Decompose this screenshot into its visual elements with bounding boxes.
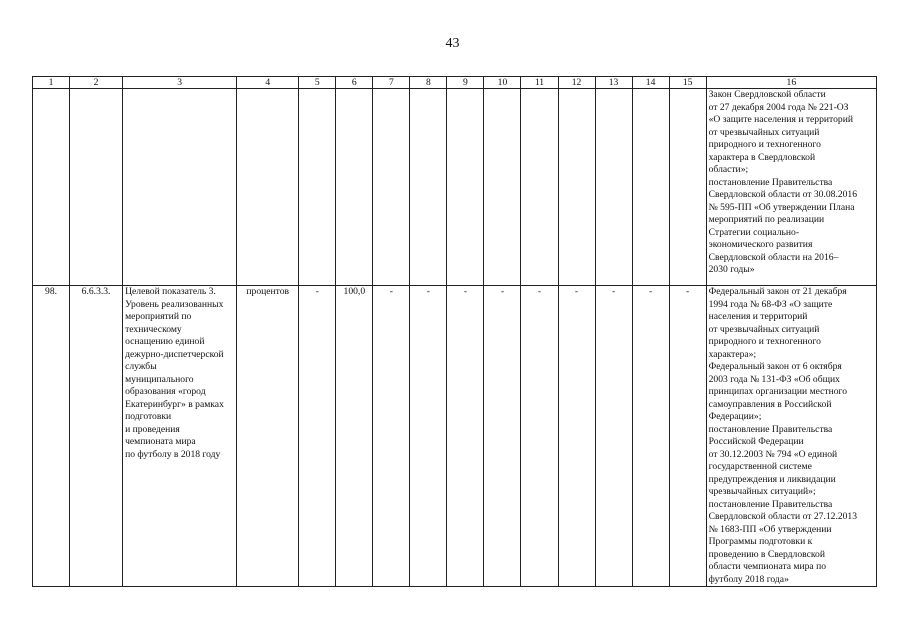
column-header: 8 [410, 77, 447, 89]
column-header: 1 [33, 77, 70, 89]
table-row [33, 89, 877, 286]
column-header: 5 [299, 77, 336, 89]
column-header: 3 [123, 77, 237, 89]
indicator-name-cell: Целевой показатель 3. Уровень реализованных мероприятий по техническому оснащению единой дежурно-диспетчерской службы муниципального образования «город Екатеринбург» в рамках подготовки и проведения чемпионата мира по футболу в 2018 году [123, 286, 237, 587]
value-cell: 100,0 [336, 286, 373, 587]
value-cell: - [447, 286, 484, 587]
table-cell [595, 89, 632, 286]
value-cell: - [595, 286, 632, 587]
column-header: 11 [521, 77, 558, 89]
table-cell [632, 89, 669, 286]
table-cell [70, 89, 123, 286]
table-cell [521, 89, 558, 286]
legal-basis-cell: Федеральный закон от 21 декабря 1994 года № 68-ФЗ «О защите населения и территорий от чрезвычайных ситуаций природного и техногенного характера»; Федеральный закон от 6 октября 2003 года № 131-ФЗ «Об общих принципах организации местного самоуправления в Российской Федерации»; постановление Правительства Российской Федерации от 30.12.2003 № 794 «О единой государственной системе предупреждения и ликвидации чрезвычайных ситуаций»; постановление Правительства Свердловской области от 27.12.2013 № 1683-ПП «Об утверждении Программы подготовки к проведению в Свердловской области чемпионата мира по футболу 2018 года» [706, 286, 876, 587]
table-cell [123, 89, 237, 286]
column-header: 15 [669, 77, 706, 89]
code-cell: 6.6.3.3. [70, 286, 123, 587]
page-number: 43 [445, 36, 460, 51]
column-header: 13 [595, 77, 632, 89]
table-cell [447, 89, 484, 286]
table-cell [373, 89, 410, 286]
table-cell [336, 89, 373, 286]
table-cell [33, 89, 70, 286]
legal-basis-cell: Закон Свердловской области от 27 декабря 2004 года № 221-ОЗ «О защите населения и территорий от чрезвычайных ситуаций природного и техногенного характера в Свердловской области»; постановление Правительства Свердловской области от 30.08.2016 № 595-ПП «Об утверждении Плана мероприятий по реализации Стратегии социально- экономического развития Свердловской области на 2016– 2030 годы» [706, 89, 876, 286]
column-header: 14 [632, 77, 669, 89]
table-row [33, 286, 877, 587]
table-cell [558, 89, 595, 286]
column-header: 10 [484, 77, 521, 89]
table-cell [299, 89, 336, 286]
value-cell: - [410, 286, 447, 587]
value-cell: - [373, 286, 410, 587]
indicators-table [32, 76, 877, 587]
value-cell: - [484, 286, 521, 587]
table-header-row [33, 77, 877, 89]
column-header: 12 [558, 77, 595, 89]
column-header: 6 [336, 77, 373, 89]
column-header: 16 [706, 77, 876, 89]
table-cell [669, 89, 706, 286]
column-header: 2 [70, 77, 123, 89]
unit-cell: процентов [237, 286, 299, 587]
value-cell: - [299, 286, 336, 587]
column-header: 4 [237, 77, 299, 89]
column-header: 9 [447, 77, 484, 89]
table-cell [410, 89, 447, 286]
value-cell: - [632, 286, 669, 587]
column-header: 7 [373, 77, 410, 89]
row-number-cell: 98. [33, 286, 70, 587]
table-cell [484, 89, 521, 286]
table-cell [237, 89, 299, 286]
value-cell: - [521, 286, 558, 587]
value-cell: - [669, 286, 706, 587]
value-cell: - [558, 286, 595, 587]
